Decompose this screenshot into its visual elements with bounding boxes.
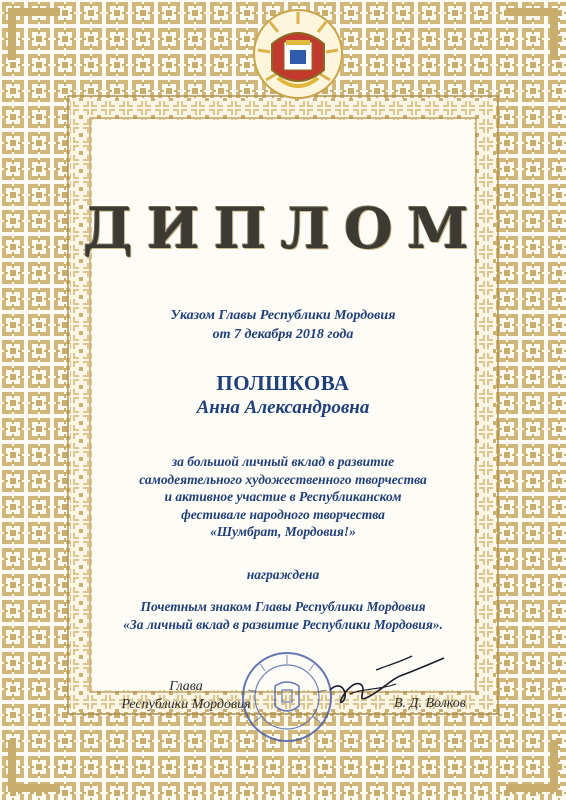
- award-name: [0, 598, 566, 634]
- reason-line: и активное участие в Республиканском: [164, 489, 402, 504]
- page-title: ДИПЛОМ: [83, 196, 483, 262]
- reason-line: «Шумбрат, Мордовия!»: [210, 524, 356, 539]
- reason-line: за большой личный вклад в развитие: [171, 454, 395, 469]
- decree-date: от 7 декабря 2018 года: [212, 327, 354, 342]
- recipient-name: Анна Александровна: [196, 397, 370, 418]
- award-line: Почетным знаком Главы Республики Мордовия: [140, 599, 426, 614]
- decree-line: Указом Главы Республики Мордовия: [170, 308, 396, 323]
- emblem-icon: [250, 4, 346, 100]
- recipient-surname: ПОЛШКОВА: [216, 371, 350, 395]
- signatory-title-line: Республики Мордовия: [121, 697, 251, 712]
- signatory-name: В. Д. Волков: [394, 696, 466, 711]
- award-line: «За личный вклад в развитие Республики Мордовия».: [123, 617, 443, 632]
- award-reason: [0, 453, 566, 541]
- signatory-title-line: Глава: [169, 679, 203, 694]
- reason-line: самодеятельного художественного творчества: [139, 471, 427, 487]
- awarded-word: награждена: [246, 567, 320, 582]
- reason-line: фестивале народного творчества: [181, 506, 385, 522]
- decree-text: [0, 306, 566, 344]
